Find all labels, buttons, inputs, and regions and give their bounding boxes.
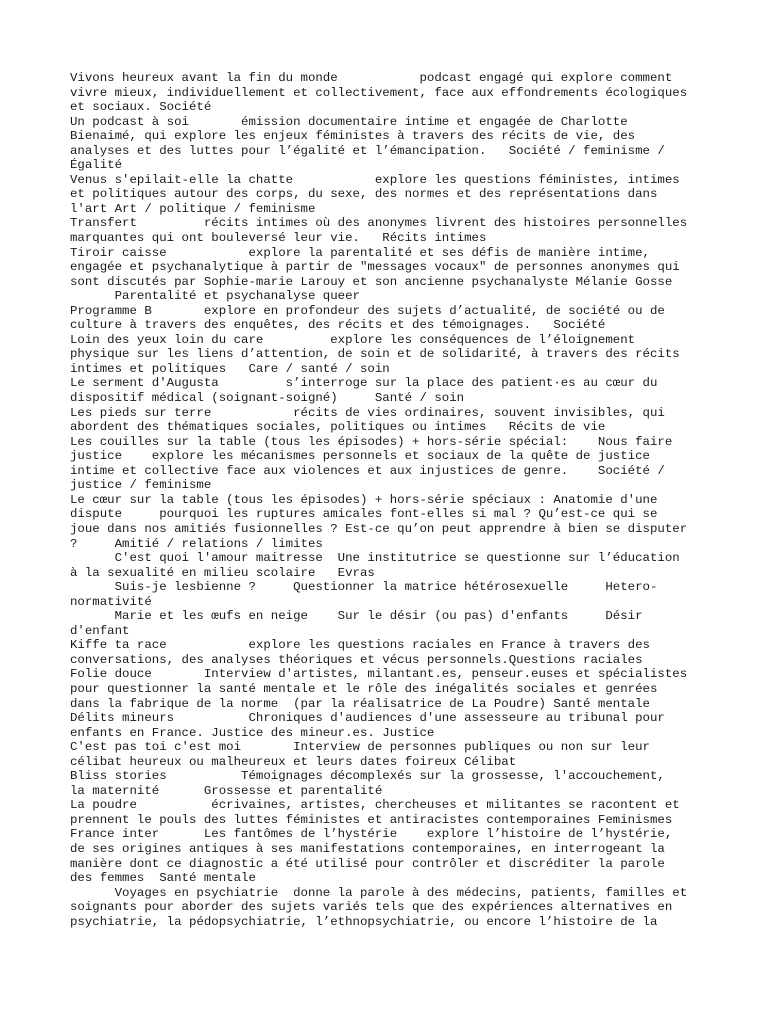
text-line: engagée et psychanalytique à partir de "messages vocaux" de personnes anonymes qui xyxy=(70,260,680,275)
text-line: Transfert récits intimes où des anonymes livrent des histoires personnelles xyxy=(70,216,688,231)
text-line: Délits mineurs Chroniques d'audiences d'une assesseure au tribunal pour xyxy=(70,711,665,726)
text-line: C'est pas toi c'est moi Interview de personnes publiques ou non sur leur xyxy=(70,740,650,755)
text-line: Le serment d'Augusta s’interroge sur la place des patient·es au cœur du xyxy=(70,376,658,391)
text-line: soignants pour aborder des sujets variés tels que des expériences alternatives en xyxy=(70,900,673,915)
text-line: Bienaimé, qui explore les enjeux féministes à travers des récits de vie, des xyxy=(70,129,636,144)
text-line: sont discutés par Sophie-marie Larouy et son ancienne psychanalyste Mélanie Gosse xyxy=(70,274,673,289)
text-line: manière dont ce diagnostic a été utilisé pour contrôler et discréditer la parole xyxy=(70,856,665,871)
text-line: Bliss stories Témoignages décomplexés sur la grossesse, l'accouchement, xyxy=(70,769,665,784)
text-line: La poudre écrivaines, artistes, chercheuses et militantes se racontent et xyxy=(70,798,680,813)
text-line: prennent le pouls des luttes féministes et antiracistes contemporaines Feminismes xyxy=(70,812,673,827)
text-line: Vivons heureux avant la fin du monde podcast engagé qui explore comment xyxy=(70,71,673,85)
text-line: justice explore les mécanismes personnels et sociaux de la quête de justice xyxy=(70,449,650,464)
text-line: ? Amitié / relations / limites xyxy=(70,536,323,551)
text-line: justice / feminisme xyxy=(70,478,212,493)
text-line: dispositif médical (soignant-soigné) Santé / soin xyxy=(70,391,465,406)
text-line: vivre mieux, individuellement et collectivement, face aux effondrements écologiques xyxy=(70,85,688,100)
text-line: à la sexualité en milieu scolaire Evras xyxy=(70,565,375,580)
text-line: France inter Les fantômes de l’hystérie explore l’histoire de l’hystérie, xyxy=(70,827,673,842)
text-line: Tiroir caisse explore la parentalité et ses défis de manière intime, xyxy=(70,245,650,260)
text-line: abordent des thématiques sociales, politiques ou intimes Récits de vie xyxy=(70,420,606,435)
text-line: pour questionner la santé mentale et le rôle des inégalités sociales et genrées xyxy=(70,681,658,696)
text-line: normativité xyxy=(70,594,152,609)
text-line: Suis-je lesbienne ? Questionner la matrice hétérosexuelle Hetero- xyxy=(70,580,658,595)
text-line: Les pieds sur terre récits de vies ordinaires, souvent invisibles, qui xyxy=(70,405,665,420)
text-line: l'art Art / politique / feminisme xyxy=(70,201,316,216)
text-line: Le cœur sur la table (tous les épisodes) + hors-série spéciaux : Anatomie d'une xyxy=(70,492,658,507)
text-line: célibat heureux ou malheureux et leurs dates foireux Célibat xyxy=(70,754,517,769)
text-line: marquantes qui ont bouleversé leur vie. Récits intimes xyxy=(70,231,487,246)
text-line: et politiques autour des corps, du sexe, des normes et des représentations dans xyxy=(70,187,658,202)
text-line: la maternité Grossesse et parentalité xyxy=(70,783,383,798)
text-line: Programme B explore en profondeur des sujets d’actualité, de société ou de xyxy=(70,303,665,318)
text-line: dispute pourquoi les ruptures amicales font-elles si mal ? Qu’est-ce qui se xyxy=(70,507,658,522)
text-line: enfants en France. Justice des mineur.es. Justice xyxy=(70,725,435,740)
text-line: Marie et les œufs en neige Sur le désir (ou pas) d'enfants Désir xyxy=(70,609,643,624)
text-line: C'est quoi l'amour maitresse Une institutrice se questionne sur l’éducation xyxy=(70,551,680,566)
text-line: Folie douce Interview d'artistes, milantant.es, penseur.euses et spécialistes xyxy=(70,667,688,682)
text-line: psychiatrie, la pédopsychiatrie, l’ethnopsychiatrie, ou encore l’histoire de la xyxy=(70,914,658,929)
text-line: Voyages en psychiatrie donne la parole à des médecins, patients, familles et xyxy=(70,885,688,900)
text-line: de ses origines antiques à ses manifestations contemporaines, en interrogeant la xyxy=(70,841,665,856)
text-line: joue dans nos amitiés fusionnelles ? Est-ce qu’on peut apprendre à bien se disputer xyxy=(70,521,688,536)
text-line: Égalité xyxy=(70,158,123,173)
text-line: analyses et des luttes pour l’égalité et l’émancipation. Société / feminisme / xyxy=(70,143,665,158)
text-line: et sociaux. Société xyxy=(70,100,212,115)
text-line: Un podcast à soi émission documentaire intime et engagée de Charlotte xyxy=(70,114,628,129)
text-line: Les couilles sur la table (tous les épisodes) + hors-série spécial: Nous faire xyxy=(70,434,673,449)
text-line: physique sur les liens d’attention, de soin et de solidarité, à travers des récits xyxy=(70,347,680,362)
text-line: conversations, des analyses théoriques et vécus personnels.Questions raciales xyxy=(70,652,643,667)
text-line: dans la fabrique de la norme (par la réalisatrice de La Poudre) Santé mentale xyxy=(70,696,650,711)
text-line: intimes et politiques Care / santé / soin xyxy=(70,361,390,376)
text-line: Loin des yeux loin du care explore les conséquences de l’éloignement xyxy=(70,332,636,347)
text-line: Kiffe ta race explore les questions raciales en France à travers des xyxy=(70,638,650,653)
text-line: intime et collective face aux violences et aux injustices de genre. Société / xyxy=(70,463,665,478)
text-line: Venus s'epilait-elle la chatte explore les questions féministes, intimes xyxy=(70,172,680,187)
text-line: d'enfant xyxy=(70,623,130,638)
text-line: des femmes Santé mentale xyxy=(70,871,256,886)
text-line: Parentalité et psychanalyse queer xyxy=(70,289,360,304)
text-line: culture à travers des enquêtes, des récits et des témoignages. Société xyxy=(70,318,606,333)
document-page xyxy=(70,71,700,929)
